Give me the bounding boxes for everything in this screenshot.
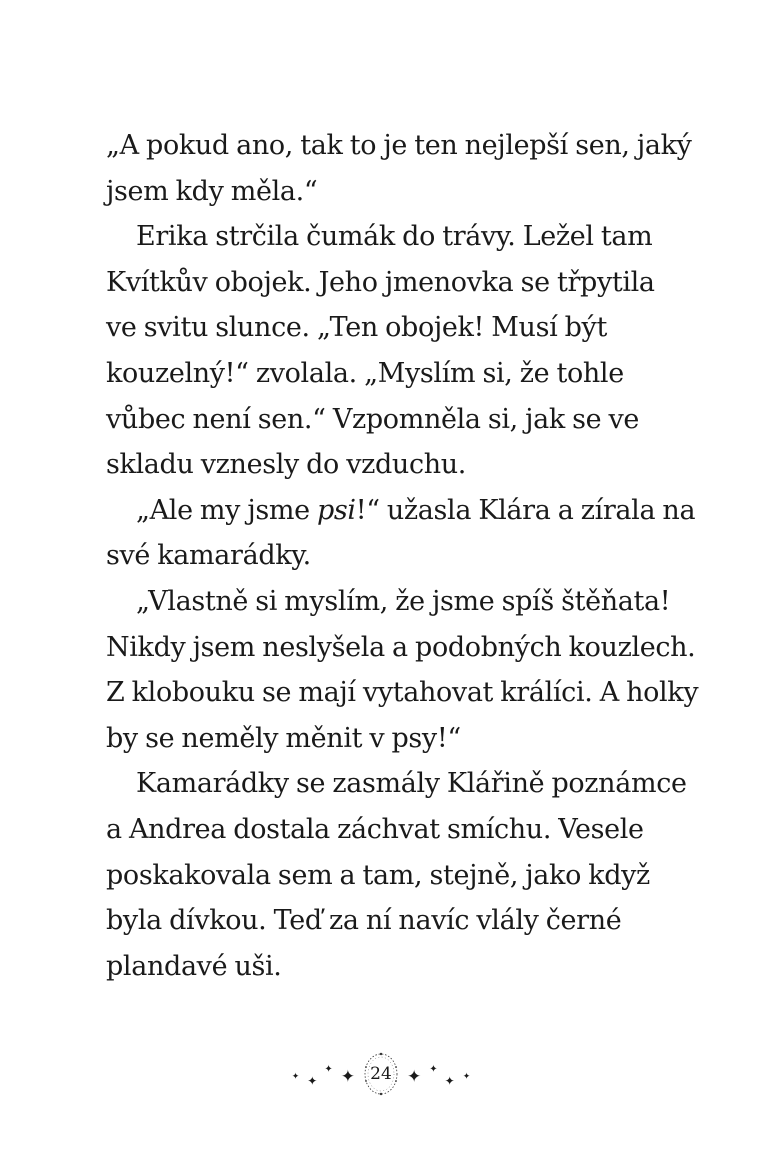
text-line: skladu vznesly do vzduchu.	[106, 449, 467, 481]
paragraph-start-line: „Ale my jsme psi!“ užasla Klára a zírala na	[136, 494, 696, 526]
text-line: by se neměly měnit v psy!“	[106, 722, 461, 754]
paragraph-start-line: Erika strčila čumák do trávy. Ležel tam	[136, 221, 653, 253]
italic-word: psi	[316, 494, 356, 526]
text-line: byla dívkou. Teď za ní navíc vlály černé	[106, 905, 622, 937]
page-number: 24	[370, 1064, 392, 1084]
paragraph-start-line: „Vlastně si myslím, že jsme spíš štěňata!	[136, 585, 671, 617]
text-line: plandavé uši.	[106, 950, 282, 982]
text-line: kouzelný!“ zvolala. „Myslím si, že tohle	[106, 357, 624, 389]
body-text	[106, 123, 699, 989]
text-line: Kvítkův obojek. Jeho jmenovka se třpytila	[106, 266, 655, 298]
text-line: jsem kdy měla.“	[106, 175, 318, 207]
paragraph-start-line: Kamarádky se zasmály Klářině poznámce	[136, 768, 687, 800]
text-line: Nikdy jsem neslyšela a podobných kouzlech.	[106, 631, 696, 663]
text-line: Z klobouku se mají vytahovat králíci. A holky	[106, 677, 699, 709]
sparkle-stars-icon: ✦ ✦ ✦ ✦	[407, 1064, 471, 1088]
text-line: vůbec není sen.“ Vzpomněla si, jak se ve	[106, 403, 640, 435]
text-line: ve svitu slunce. „Ten obojek! Musí být	[106, 312, 607, 344]
text-line: své kamarádky.	[106, 540, 311, 572]
text-line: „A pokud ano, tak to je ten nejlepší sen, jaký	[106, 130, 692, 161]
text-line: a Andrea dostala záchvat smíchu. Vesele	[106, 813, 644, 845]
page-footer	[0, 1048, 762, 1100]
text-line: poskakovala sem a tam, stejně, jako když	[106, 859, 650, 891]
sparkle-stars-icon: ✦ ✦ ✦ ✦	[291, 1064, 355, 1088]
page-number-badge	[361, 1051, 401, 1097]
